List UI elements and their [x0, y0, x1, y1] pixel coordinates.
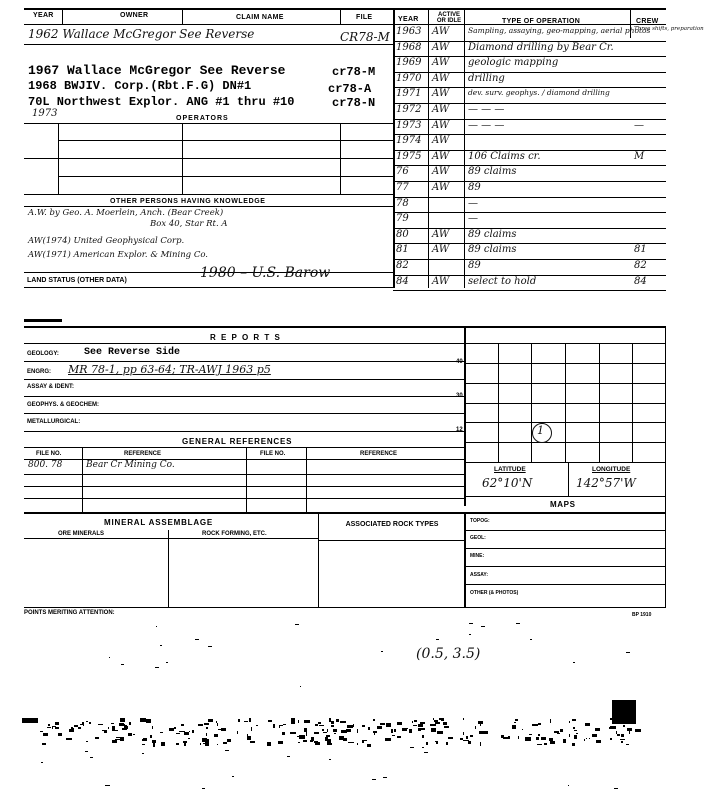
ore-minerals-label: ORE MINERALS: [58, 531, 105, 537]
operation-type: select to hold: [468, 275, 537, 287]
ref-reference: REFERENCE: [124, 451, 162, 457]
reports-number-30: 30: [456, 393, 463, 399]
other-person-1: A.W. by Geo. A. Moerlein, Anch. (Bear Creek): [28, 208, 224, 218]
maps-assay: ASSAY:: [470, 572, 489, 578]
operation-year: 1963: [396, 26, 422, 37]
operation-status: AW: [432, 88, 450, 100]
operation-type: —: [468, 213, 478, 225]
longitude-value: 142°57'W: [576, 476, 636, 490]
operation-year: 82: [396, 260, 409, 271]
owner-row-1: 1962 Wallace McGregor See Reverse: [28, 27, 255, 41]
operation-crew: 81: [634, 244, 647, 256]
operation-status: AW: [432, 104, 450, 115]
operation-status: AW: [432, 228, 450, 240]
operation-status: AW: [432, 135, 450, 147]
operation-crew: M: [634, 150, 645, 162]
operation-type: 106 Claims cr.: [468, 150, 541, 162]
operation-year: 79: [396, 213, 409, 225]
operation-type: drilling: [468, 72, 505, 84]
operation-status: AW: [432, 26, 450, 37]
operation-year: 81: [396, 244, 409, 256]
operation-year: 1973: [396, 119, 422, 131]
owner-row-2: 1967 Wallace McGregor See Reverse: [28, 63, 286, 78]
ref-row-file: 800. 78: [28, 460, 63, 470]
ref-file-no: FILE NO.: [36, 451, 62, 457]
operation-crew: 82: [634, 260, 647, 271]
latitude-label: LATITUDE: [494, 466, 526, 473]
operation-year: 78: [396, 197, 409, 209]
operation-status: AW: [432, 57, 450, 69]
reports-number-40: 40: [456, 359, 463, 365]
general-references-title: GENERAL REFERENCES: [182, 437, 293, 446]
operation-type: — — —: [468, 104, 505, 115]
geology-label: GEOLOGY:: [27, 351, 59, 357]
header-type-of-operation: TYPE OF OPERATION: [502, 18, 581, 25]
ref-file-no-2: FILE NO.: [260, 451, 286, 457]
maps-geol: GEOL:: [470, 535, 486, 541]
operation-year: 76: [396, 166, 409, 178]
header-year-2: YEAR: [398, 16, 419, 23]
reports-number-12: 12: [456, 427, 463, 433]
owner-row-3: 1968 BWJIV. Corp.(Rbt.F.G) DN#1: [28, 79, 252, 93]
owner-row-5: 1973: [32, 108, 58, 119]
operation-crew: 84: [634, 275, 647, 287]
owner-row-4-file: cr78-N: [332, 96, 376, 110]
operation-type: —: [468, 197, 478, 209]
operation-year: 80: [396, 228, 409, 240]
owner-row-1-file: CR78-M: [340, 30, 390, 44]
operation-status: AW: [432, 150, 450, 162]
operation-type: Sampling, assaying, geo-mapping, aerial photos: [468, 26, 651, 35]
operation-status: AW: [432, 182, 450, 193]
operation-type: Diamond drilling by Bear Cr.: [468, 41, 614, 53]
operation-type: geologic mapping: [468, 57, 559, 69]
metallurgical-label: METALLURGICAL:: [27, 419, 81, 425]
operation-year: 1969: [396, 57, 422, 69]
operation-year: 77: [396, 182, 409, 193]
operation-status: AW: [432, 275, 450, 287]
form-number: BP 1910: [632, 612, 652, 618]
points-meriting-attention-label: POINTS MERITING ATTENTION:: [24, 610, 115, 616]
map-grid-circled-number: 1: [537, 424, 544, 437]
geology-value: See Reverse Side: [84, 347, 181, 358]
rock-forming-label: ROCK FORMING, ETC.: [202, 531, 267, 537]
latitude-value: 62°10'N: [482, 476, 533, 490]
operation-type: dev. surv. geophys. / diamond drilling: [468, 88, 610, 98]
operation-crew: —: [634, 119, 644, 131]
operation-year: 1970: [396, 72, 422, 84]
header-year: YEAR: [33, 12, 54, 19]
operation-status: AW: [432, 166, 450, 178]
engrg-value: MR 78-1, pp 63-64; TR-AWJ 1963 p5: [68, 363, 271, 376]
other-persons-label: OTHER PERSONS HAVING KNOWLEDGE: [110, 198, 266, 205]
operation-type: 89 claims: [468, 228, 517, 240]
operation-status: AW: [432, 244, 450, 256]
land-status-label: LAND STATUS (OTHER DATA): [27, 277, 127, 284]
operation-type: 89: [468, 260, 481, 271]
header-file: FILE: [356, 14, 373, 21]
maps-title: MAPS: [550, 500, 576, 509]
owner-row-4: 70L Northwest Explor. ANG #1 thru #10: [28, 95, 295, 109]
engrg-label: ENGRG:: [27, 369, 51, 375]
longitude-label: LONGITUDE: [592, 466, 631, 473]
header-claim-name: CLAIM NAME: [236, 14, 284, 21]
operation-type: 89 claims: [468, 244, 517, 256]
mineral-assemblage-title: MINERAL ASSEMBLAGE: [104, 518, 214, 527]
operation-status: AW: [432, 119, 450, 131]
reports-title: R E P O R T S: [210, 333, 282, 342]
maps-mine: MINE:: [470, 553, 485, 559]
operation-year: 1971: [396, 88, 422, 100]
operation-status: AW: [432, 41, 450, 53]
operators-label: OPERATORS: [176, 115, 229, 122]
header-active-idle: ACTIVE OR IDLE: [436, 12, 462, 24]
header-owner: OWNER: [120, 12, 149, 19]
land-status-value: 1980 – U.S. Barow: [200, 265, 331, 281]
operation-year: 84: [396, 275, 409, 287]
operation-year: 1975: [396, 150, 422, 162]
other-person-2: Box 40, Star Rt. A: [150, 219, 228, 229]
operation-year: 1974: [396, 135, 422, 147]
operation-year: 1972: [396, 104, 422, 115]
owner-row-3-file: cr78-A: [328, 82, 372, 96]
other-person-4: AW(1971) American Explor. & Mining Co.: [28, 250, 208, 260]
operation-type: 89: [468, 182, 481, 193]
coordinates-note: (0.5, 3.5): [416, 646, 481, 662]
owner-row-2-file: cr78-M: [332, 65, 376, 79]
other-person-3: AW(1974) United Geophysical Corp.: [28, 236, 185, 246]
operation-crew: Three shifts, preparation: [634, 26, 704, 32]
operation-type: — — —: [468, 119, 505, 131]
ref-reference-2: REFERENCE: [360, 451, 398, 457]
header-crew: CREW: [636, 18, 659, 25]
ref-row-reference: Bear Cr Mining Co.: [86, 460, 175, 470]
operation-type: 89 claims: [468, 166, 517, 178]
maps-other: OTHER (& PHOTOS): [470, 590, 519, 596]
maps-topog: TOPOG:: [470, 518, 490, 524]
operation-year: 1968: [396, 41, 422, 53]
operation-status: AW: [432, 72, 450, 84]
assay-ident-label: ASSAY & IDENT:: [27, 384, 75, 390]
associated-rock-types-label: ASSOCIATED ROCK TYPES: [345, 521, 439, 528]
geophys-label: GEOPHYS. & GEOCHEM:: [27, 402, 100, 408]
